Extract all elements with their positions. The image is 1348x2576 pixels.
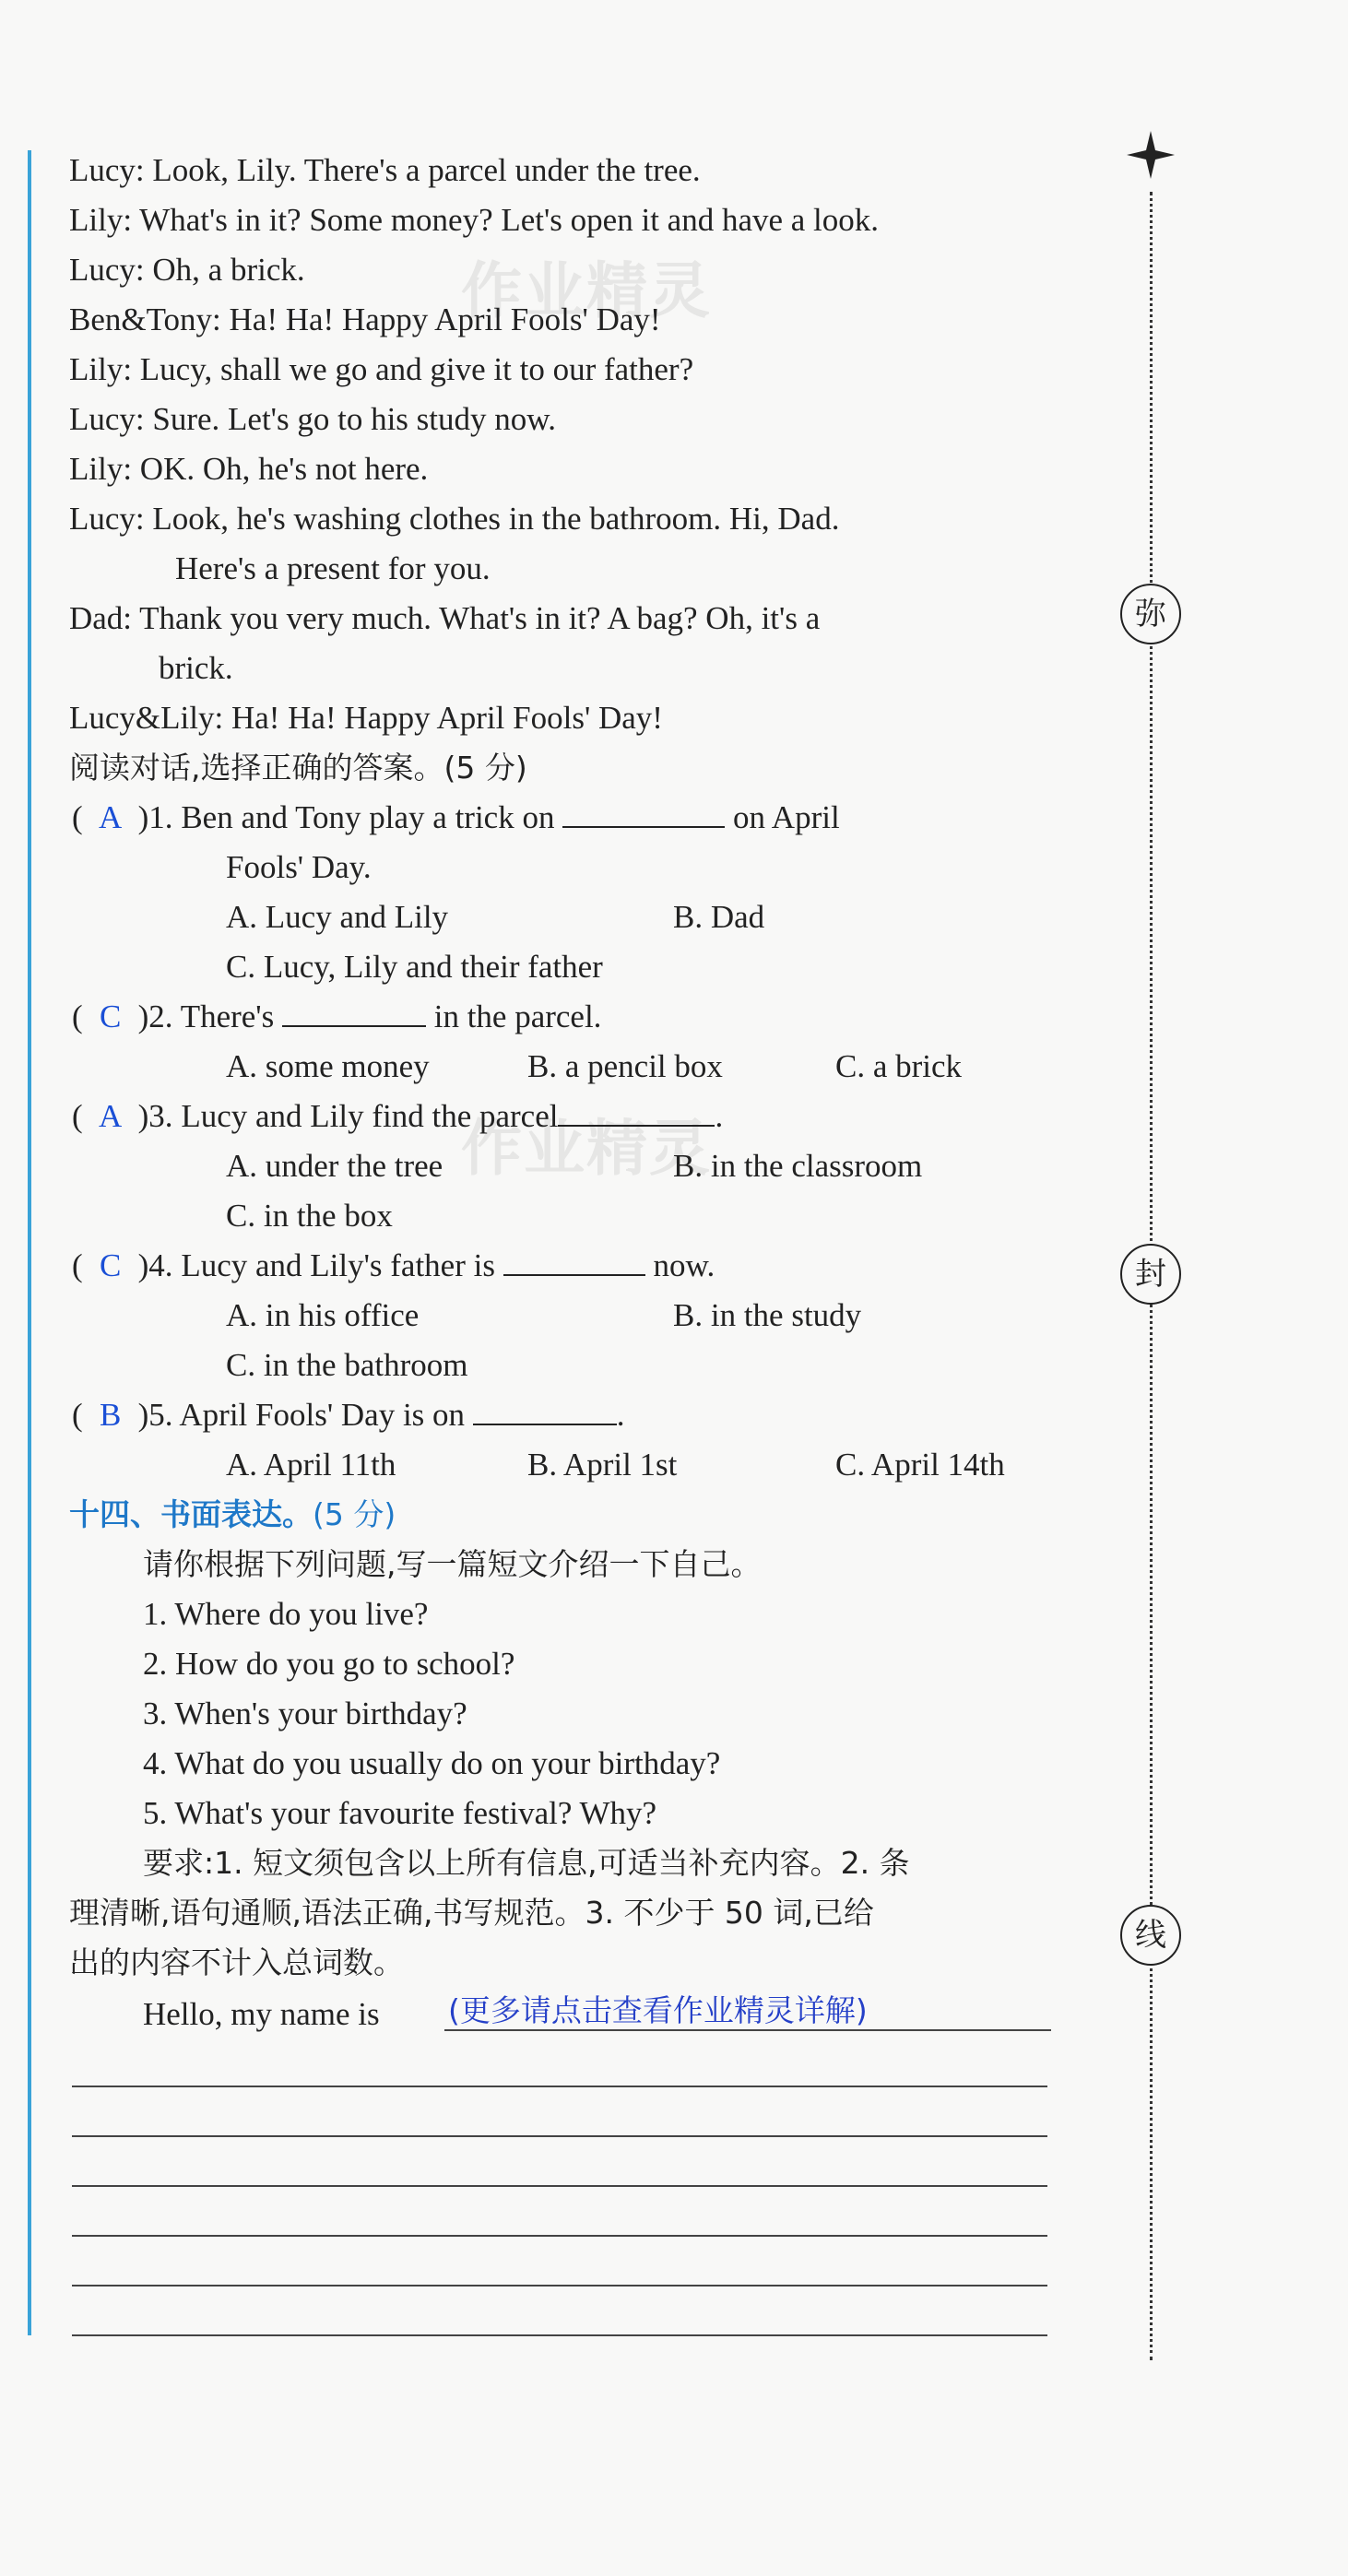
option-b: B. in the study	[673, 1297, 862, 1333]
writing-item: 5. What's your favourite festival? Why?	[143, 1795, 657, 1831]
question-number: )4.	[137, 1247, 173, 1283]
watermark-middle: 作业精灵	[461, 1113, 712, 1184]
question-text: Ben and Tony play a trick on	[181, 799, 555, 835]
answer-5: B	[99, 1397, 122, 1433]
question-text-after: in the parcel.	[433, 998, 602, 1034]
question-1: ( A )1. Ben and Tony play a trick on on April	[72, 798, 840, 838]
writing-starter: Hello, my name is	[143, 1996, 380, 2032]
answer-blank[interactable]	[558, 1097, 715, 1127]
question-text: Lucy and Lily's father is	[181, 1247, 495, 1283]
writing-item: 3. When's your birthday?	[143, 1696, 467, 1731]
requirements-line: 理清晰,语句通顺,语法正确,书写规范。3. 不少于 50 词,已给	[69, 1895, 874, 1931]
option-c: C. April 14th	[835, 1447, 1005, 1483]
dialogue-line: Lucy: Look, Lily. There's a parcel under the tree.	[69, 152, 701, 188]
option-c: C. Lucy, Lily and their father	[226, 949, 603, 985]
dialogue-line: Here's a present for you.	[175, 550, 491, 586]
question-text: April Fools' Day is on	[179, 1397, 466, 1433]
details-link[interactable]: (更多请点击查看作业精灵详解)	[444, 1992, 1051, 2031]
question-5: ( B )5. April Fools' Day is on .	[72, 1395, 625, 1436]
writing-line[interactable]	[72, 2235, 1047, 2237]
option-a: A. under the tree	[226, 1148, 443, 1184]
question-text-after: on April	[732, 799, 840, 835]
dialogue-line: Lily: Lucy, shall we go and give it to our father?	[69, 351, 694, 387]
question-4: ( C )4. Lucy and Lily's father is now.	[72, 1246, 715, 1286]
writing-line[interactable]	[72, 2285, 1047, 2286]
dialogue-line: brick.	[159, 650, 233, 686]
star-icon	[1125, 129, 1177, 181]
dialogue-line: Lucy: Oh, a brick.	[69, 252, 305, 288]
question-number: )3.	[137, 1098, 173, 1134]
dialogue-line: Lucy&Lily: Ha! Ha! Happy April Fools' Day!	[69, 700, 663, 736]
option-a: A. in his office	[226, 1297, 420, 1333]
dialogue-line: Lily: What's in it? Some money? Let's open it and have a look.	[69, 202, 880, 238]
writing-line[interactable]	[72, 2334, 1047, 2336]
option-b: B. in the classroom	[673, 1148, 923, 1184]
writing-heading	[69, 1495, 396, 1535]
option-a: A. Lucy and Lily	[226, 899, 449, 935]
question-text-after: .	[616, 1397, 625, 1433]
answer-blank[interactable]	[562, 798, 725, 828]
writing-item: 4. What do you usually do on your birthday?	[143, 1745, 721, 1781]
watermark-top: 作业精灵	[461, 255, 712, 326]
question-text-after: now.	[653, 1247, 715, 1283]
section-title: 十四、书面表达。	[69, 1496, 313, 1532]
question-number: )1.	[137, 799, 173, 835]
writing-line[interactable]	[72, 2185, 1047, 2187]
option-c: C. a brick	[835, 1048, 963, 1084]
question-number: )5.	[137, 1397, 173, 1433]
seal-char-xian: 线	[1120, 1905, 1181, 1966]
writing-line[interactable]	[72, 2086, 1047, 2087]
option-a: A. some money	[226, 1048, 430, 1084]
question-2: ( C )2. There's in the parcel.	[72, 997, 601, 1037]
reading-instruction: 阅读对话,选择正确的答案。(5 分)	[69, 750, 527, 786]
answer-1: A	[99, 799, 123, 835]
option-b: B. Dad	[673, 899, 765, 935]
requirements-line: 要求:1. 短文须包含以上所有信息,可适当补充内容。2. 条	[143, 1845, 910, 1881]
answer-blank[interactable]	[282, 998, 426, 1027]
writing-item: 2. How do you go to school?	[143, 1646, 515, 1682]
dialogue-line: Lily: OK. Oh, he's not here.	[69, 451, 429, 487]
dialogue-line: Lucy: Sure. Let's go to his study now.	[69, 401, 557, 437]
left-margin-rule	[28, 150, 31, 2335]
option-b: B. a pencil box	[527, 1048, 723, 1084]
section-score: (5 分)	[313, 1496, 396, 1532]
question-text: Lucy and Lily find the parcel	[181, 1098, 559, 1134]
answer-2: C	[99, 998, 122, 1034]
writing-prompt: 请你根据下列问题,写一篇短文介绍一下自己。	[143, 1546, 762, 1582]
answer-3: A	[99, 1098, 123, 1134]
option-c: C. in the box	[226, 1198, 393, 1234]
question-number: )2.	[137, 998, 173, 1034]
option-a: A. April 11th	[226, 1447, 396, 1483]
dialogue-line: Dad: Thank you very much. What's in it? A bag? Oh, it's a	[69, 600, 821, 636]
dialogue-line: Ben&Tony: Ha! Ha! Happy April Fools' Day!	[69, 301, 661, 337]
writing-line[interactable]	[72, 2135, 1047, 2137]
question-text-continued: Fools' Day.	[226, 849, 372, 885]
answer-4: C	[99, 1247, 122, 1283]
dialogue-line: Lucy: Look, he's washing clothes in the bathroom. Hi, Dad.	[69, 501, 840, 537]
answer-blank[interactable]	[503, 1247, 645, 1276]
seal-char-mi: 弥	[1120, 584, 1181, 644]
seal-char-feng: 封	[1120, 1244, 1181, 1305]
question-3: ( A )3. Lucy and Lily find the parcel .	[72, 1096, 723, 1137]
requirements-line: 出的内容不计入总词数。	[69, 1944, 404, 1980]
question-text-after: .	[715, 1098, 724, 1134]
answer-blank[interactable]	[473, 1396, 617, 1425]
question-text: There's	[180, 998, 275, 1034]
option-b: B. April 1st	[527, 1447, 678, 1483]
writing-item: 1. Where do you live?	[143, 1596, 429, 1632]
option-c: C. in the bathroom	[226, 1347, 468, 1383]
